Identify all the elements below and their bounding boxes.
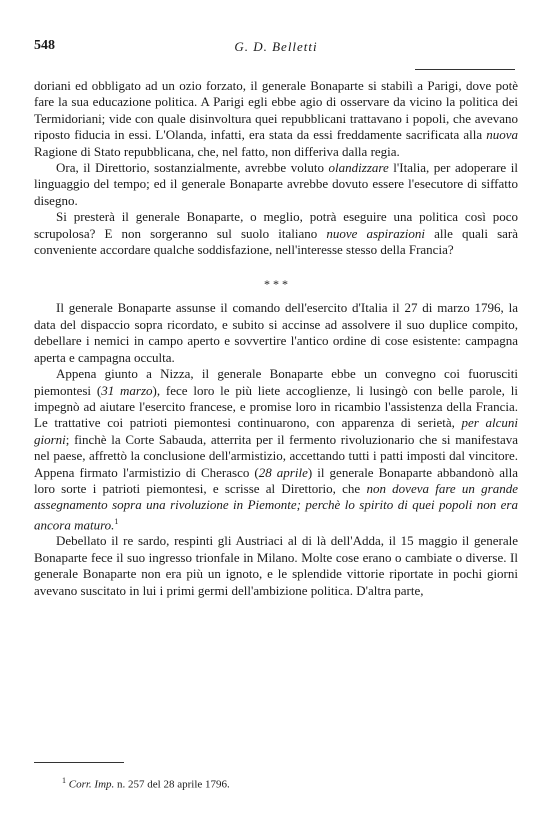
paragraph-1-tail: Ragione di Stato repubblicana, che, nel fatto, non differiva dalla regia.: [34, 143, 400, 159]
paragraph-2-text: Ora, il Direttorio, sostanzialmente, avrebbe voluto: [56, 160, 329, 176]
paragraph-3-italic: nuove aspirazioni: [326, 225, 426, 241]
paragraph-2: [34, 160, 518, 209]
paragraph-2-tail: l'Italia, per adoperare il linguaggio del tempo; ed il generale Bonaparte avrebbe dovuto essere l'esecutore di siffatto disegno.: [34, 160, 518, 208]
page-header: [34, 38, 518, 58]
paragraph-5: [34, 366, 518, 533]
section-asterism: * * *: [264, 277, 288, 292]
paragraph-4: Il generale Bonaparte assunse il comando dell'esercito d'Italia il 27 di marzo 1796, la data del dispaccio sopra ricordato, e subito si accinse ad assolvere il suo duplice compito, debellare i nemici in campo aperto e sovvertire l'antico ordine di cose esistente: campagna aperta e campagna occulta.: [34, 300, 518, 365]
paragraph-5-italic-days: per alcuni giorni: [34, 415, 518, 447]
paragraph-1-italic: nuova: [486, 127, 518, 143]
body-text: [34, 78, 518, 599]
running-head: G. D. Belletti: [234, 39, 318, 54]
footnote-mark: 1: [62, 776, 66, 785]
footnote-source: Corr. Imp.: [68, 778, 115, 791]
paragraph-5-text-d: ) il generale Bonaparte abbandonò alla loro sorte i patrioti piemontesi, e scrisse al Direttorio, che: [34, 464, 518, 496]
paragraph-3-text: Si presterà il generale Bonaparte, o meglio, potrà eseguire una politica così poco scrupolosa? E non sorgeranno sul suolo italiano: [34, 209, 518, 241]
page-number: 548: [34, 38, 55, 53]
paragraph-5-text-b: ), fece loro le più liete accoglienze, li lusingò con belle parole, li impegnò ad aiutare l'esercito francese, e promise loro in ricambio l'assistenza della Francia. Le trattative coi patrioti piemontesi continuarono, con apparenza di serietà,: [34, 382, 518, 431]
paragraph-5-italic-date: 31 marzo: [101, 382, 153, 398]
paragraph-6: Debellato il re sardo, respinti gli Austriaci al di là dell'Adda, il 15 maggio il generale Bonaparte fece il suo ingresso trionfale in Milano. Molte cose erano o cambiate o diverse. Il generale Bonaparte non era più un ignoto, e le splendide vittorie riportate in pochi giorni avevano suscitato in lui i primi germi dell'ambizione politica. D'altra parte,: [34, 533, 518, 598]
paragraph-5-text-c: ; finchè la Corte Sabauda, atterrita per il fermento rivoluzionario che si manifestava nel paese, affrettò la conclusione dell'armistizio, accettando tutti i patti imposti dal vincitore. Appena firmato l'armistizio di Cherasco (: [34, 431, 518, 480]
paragraph-3-tail: alle quali sarà conveniente accordare qualche soddisfazione, nell'interesse stesso della Francia?: [34, 225, 518, 258]
paragraph-2-italic: olandizzare: [328, 160, 389, 176]
paragraph-1: [34, 78, 518, 160]
paragraph-1-text: doriani ed obbligato ad un ozio forzato, il generale Bonaparte si stabilì a Parigi, dove potè fare la sua educazione politica. A Parigi egli ebbe agio di osservare da vicino la politica dei Termidoriani; vide con quale disinvoltura quei repubblicani trattavano i popoli, che avevano riposto fiducia in essi. L'Olanda, infatti, era stata da essi freddamente sacrificata alla: [34, 78, 518, 143]
footnote-text: n. 257 del 28 aprile 1796.: [114, 778, 230, 791]
paragraph-5-italic-quote: non doveva fare un grande assegnamento sopra una rivoluzione in Piemonte; perchè lo spirito di quei popoli non era ancora maturo.: [34, 480, 518, 533]
paragraph-5-text-a: Appena giunto a Nizza, il generale Bonaparte ebbe un convegno coi fuorusciti piemontesi (: [34, 366, 518, 398]
header-rule: [415, 69, 515, 70]
footnote: [62, 776, 230, 791]
footnote-reference[interactable]: 1: [114, 516, 119, 526]
paragraph-5-italic-date2: 28 aprile: [258, 464, 308, 480]
paragraph-3: [34, 209, 518, 258]
footnote-rule: [34, 762, 124, 763]
